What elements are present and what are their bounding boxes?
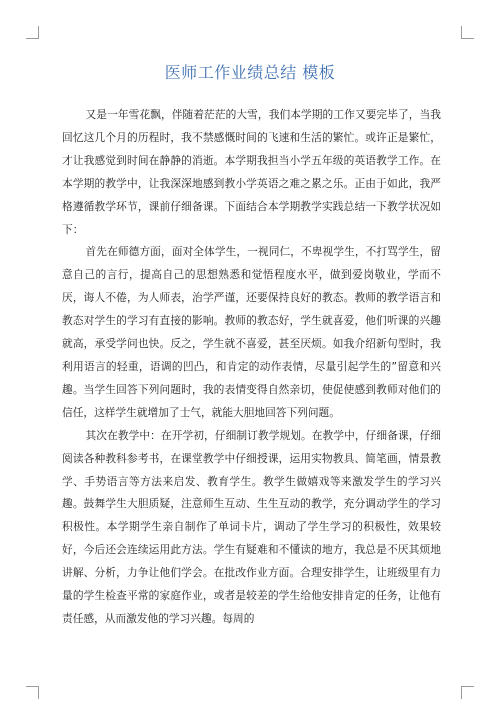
crop-mark-bottom-left [26, 686, 39, 699]
document-title: 医师工作业绩总结 模板 [164, 63, 336, 82]
document-body [62, 104, 441, 631]
paragraph-intro: 又是一年雪花飘，伴随着茫茫的大雪，我们本学期的工作又要完毕了，当我回忆这几个月的历程时，我不禁感慨时间的飞速和生活的繁忙。或许正是繁忙，才让我感觉到时间在静静的消逝。本学期我担当小学五年级的英语教学工作。在本学期的教学中，让我深深地感到教小学英语之难之累之乐。正由于如此，我严格遵循教学环节，课前仔细备课。下面结合本学期教学实践总结一下教学状况如下： [62, 108, 441, 236]
crop-mark-top-right [461, 26, 474, 39]
paragraph-ethics: 首先在师德方面，面对全体学生，一视同仁，不卑视学生，不打骂学生，留意自己的言行，提高自己的思想熟悉和觉悟程度水平，做到爱岗敬业，学而不厌，诲人不倦，为人师表，治学严谨，还要保持良好的教态。教师的教学语言和教态对学生的学习有直接的影响。教师的教态好，学生就喜爱，他们听课的兴趣就高，承受学问也快。反之，学生就不喜爱，甚至厌烦。如我介绍新句型时，我利用语言的轻重，语调的凹凸，和肯定的动作表情，尽量引起学生的”留意和兴趣。当学生回答下列问题时，我的表情变得自然亲切，使促使感到教师对他们的信任，这样学生就增加了士气，就能大胆地回答下列问题。 [62, 245, 441, 419]
crop-mark-bottom-right [461, 686, 474, 699]
paragraph-teaching: 其次在教学中：在开学初，仔细制订教学规划。在教学中，仔细备课，仔细阅读各种教科参考书，在课堂教学中仔细授课，运用实物教具、简笔画，情景教学、手势语言等方法来启发、教育学生。教学生做嬉戏等来激发学生的学习兴趣。鼓舞学生大胆质疑，注意师生互动、生生互动的教学，充分调动学生的学习积极性。本学期学生亲自制作了单词卡片，调动了学生学习的积极性，效果较好，今后还会连续运用此方法。学生有疑难和不懂读的地方，我总是不厌其烦地讲解、分析，力争让他们学会。在批改作业方面。合理安排学生，让班级里有力量的学生检查平常的家庭作业，或者是较差的学生给他安排肯定的任务，让他有责任感，从而激发他的学习兴趣。每周的 [62, 428, 441, 625]
crop-mark-top-left [26, 26, 39, 39]
